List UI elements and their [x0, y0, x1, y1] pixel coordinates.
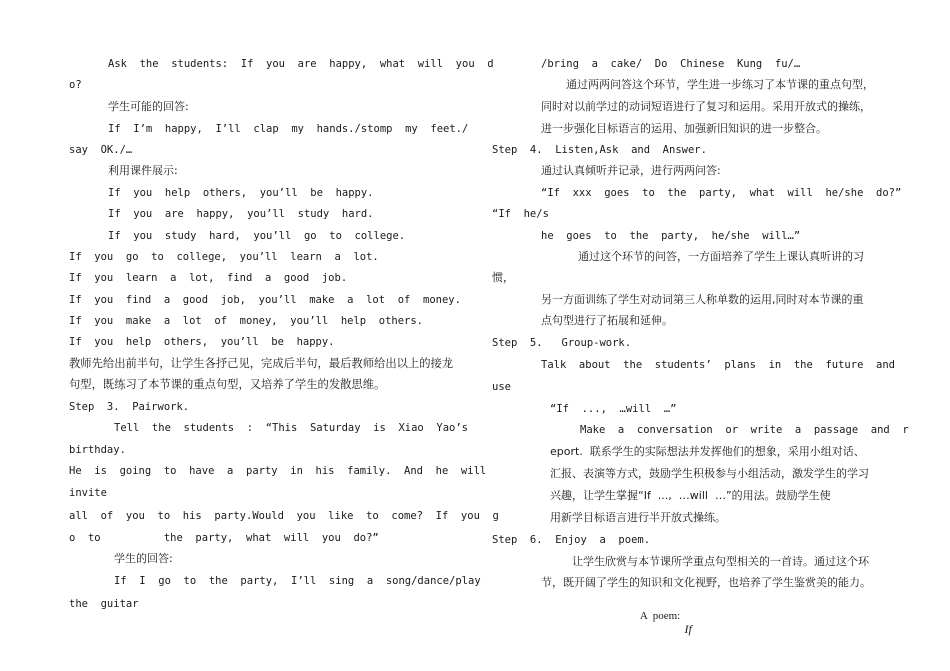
text-line: “If ..., …will …” [550, 403, 677, 415]
text-line: 汇报、表演等方式，鼓励学生积极参与小组活动，激发学生的学习 [550, 467, 869, 480]
step-heading: Step 6. Enjoy a poem. [492, 534, 651, 546]
text-line: use [492, 381, 511, 393]
text-line: 通过这个环节的问答，一方面培养了学生上课认真听讲的习 [578, 250, 864, 263]
text-line: If I go to the party, I’ll sing a song/dance/play [114, 575, 481, 587]
text-line: If you help others, you’ll be happy. [69, 336, 335, 348]
text-line: 句型，既练习了本节课的重点句型，又培养了学生的发散思维。 [69, 378, 386, 391]
text-line: 兴趣，让学生掌握“If ..., …will …”的用法。鼓励学生使 [550, 489, 831, 502]
text-line: “If he/s [492, 208, 549, 220]
text-line: 惯， [492, 271, 514, 284]
text-line: eport. 联系学生的实际想法并发挥他们的想象，采用小组对话、 [550, 445, 865, 458]
text-line: 用新学目标语言进行半开放式操练。 [550, 511, 726, 524]
text-line: 点句型进行了拓展和延伸。 [541, 314, 673, 327]
step-heading: Step 3. Pairwork. [69, 401, 190, 413]
text-line: 同时对以前学过的动词短语进行了复习和运用。采用开放式的操练， [541, 100, 871, 113]
text-line: /bring a cake/ Do Chinese Kung fu/… [541, 58, 801, 70]
text-line: birthday. [69, 444, 126, 456]
poem-label: A poem: [639, 610, 681, 622]
text-line: 通过两两问答这个环节，学生进一步练习了本节课的重点句型， [566, 78, 874, 91]
text-line: o? [69, 79, 82, 91]
step-heading: Step 5. Group-work. [492, 337, 632, 349]
text-line: o to the party, what will you do?” [69, 532, 379, 544]
text-line: 学生的回答: [114, 552, 173, 565]
text-line: If you help others, you’ll be happy. [108, 187, 374, 199]
poem-heading [624, 598, 692, 649]
poem-title: If [684, 622, 692, 636]
text-line: 另一方面训练了学生对动词第三人称单数的运用,同时对本节课的重 [541, 293, 864, 306]
text-line: Ask the students: If you are happy, what will you d [108, 58, 494, 70]
text-line: If you are happy, you’ll study hard. [108, 208, 374, 220]
text-line: Talk about the students’ plans in the future and [541, 359, 896, 371]
text-line: the guitar [69, 598, 139, 610]
text-line: “If xxx goes to the party, what will he/she do?” [541, 187, 902, 199]
text-line: If you learn a lot, find a good job. [69, 272, 348, 284]
text-line: 让学生欣赏与本节课所学重点句型相关的一首诗。通过这个环 [572, 555, 869, 568]
step-heading: Step 4. Listen,Ask and Answer. [492, 144, 707, 156]
text-line: he goes to the party, he/she will…” [541, 230, 801, 242]
text-line: 教师先给出前半句，让学生各抒己见，完成后半句，最后教师给出以上的接龙 [69, 357, 454, 370]
text-line: 进一步强化目标语言的运用、加强新旧知识的进一步整合。 [541, 122, 827, 135]
text-line: invite [69, 487, 107, 499]
text-line: If you study hard, you’ll go to college. [108, 230, 406, 242]
text-line: all of you to his party.Would you like to come? If you g [69, 510, 499, 522]
text-line: say OK./… [69, 144, 133, 156]
text-line: He is going to have a party in his family. And he will [69, 465, 487, 477]
text-line: 通过认真倾听并记录，进行两两问答: [541, 164, 721, 177]
text-line: If you make a lot of money, you’ll help others. [69, 315, 424, 327]
text-line: If you go to college, you’ll learn a lot. [69, 251, 379, 263]
text-line: 利用课件展示: [108, 164, 178, 177]
text-line: 节，既开阔了学生的知识和文化视野，也培养了学生鉴赏美的能力。 [541, 576, 871, 589]
text-line: 学生可能的回答: [108, 100, 189, 113]
text-line: If I’m happy, I’ll clap my hands./stomp my feet./ [108, 123, 469, 135]
text-line: Make a conversation or write a passage and r [580, 424, 909, 436]
text-line: If you find a good job, you’ll make a lot of money. [69, 294, 461, 306]
text-line: Tell the students : “This Saturday is Xiao Yao’s [114, 422, 469, 434]
